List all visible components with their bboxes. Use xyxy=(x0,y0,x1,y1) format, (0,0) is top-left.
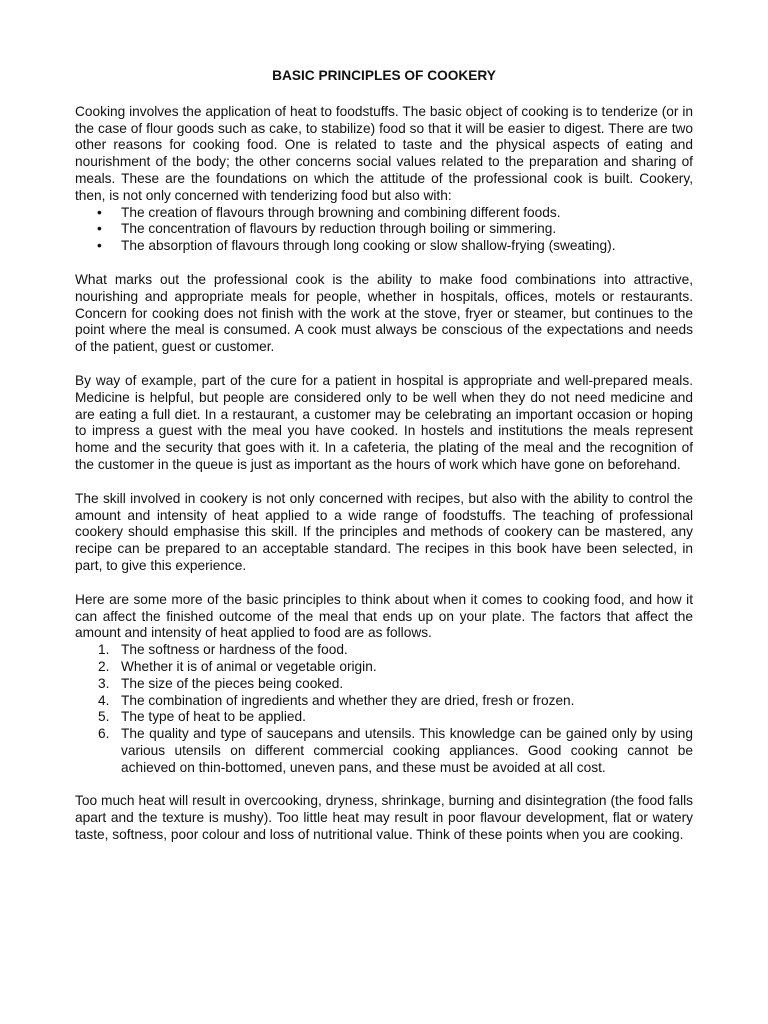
intro-paragraph: Cooking involves the application of heat to foodstuffs. The basic object of cooking is to tenderize (or in the case of flour goods such as cake, to stabilize) food so that it will be easier to digest. There are two other reasons for cooking food. One is related to taste and the physical aspects of eating and nourishment of the body; the other concerns social values related to the preparation and sharing of meals. These are the foundations on which the attitude of the professional cook is built. Cookery, then, is not only concerned with tenderizing food but also with: xyxy=(75,103,693,203)
paragraph-heat-effects: Too much heat will result in overcooking, dryness, shrinkage, burning and disintegration (the food falls apart and the texture is mushy). Too little heat may result in poor flavour development, flat or watery taste, softness, poor colour and loss of nutritional value. Think of these points when you are cooking. xyxy=(75,793,693,843)
heat-factors-list xyxy=(75,642,693,776)
list-item-text: The size of the pieces being cooked. xyxy=(121,675,344,691)
bullet-icon: • xyxy=(97,204,102,220)
paragraph-skill: The skill involved in cookery is not only concerned with recipes, but also with the ability to control the amount and intensity of heat applied to a wide range of foodstuffs. The teaching of professional cookery should emphasise this skill. If the principles and methods of cookery can be mastered, any recipe can be prepared to an acceptable standard. The recipes in this book have been selected, in part, to give this experience. xyxy=(75,490,693,573)
list-number: 2. xyxy=(98,658,110,674)
list-item xyxy=(75,642,693,659)
list-item-text: The type of heat to be applied. xyxy=(121,709,306,725)
page-title: BASIC PRINCIPLES OF COOKERY xyxy=(272,68,496,83)
list-item-text: The concentration of flavours by reduction through boiling or simmering. xyxy=(121,221,557,237)
list-item-text: The quality and type of saucepans and utensils. This knowledge can be gained only by using various utensils on different commercial cooking appliances. Good cooking cannot be achieved on thin-bottomed, uneven pans, and these must be avoided at all cost. xyxy=(121,726,693,775)
bullet-icon: • xyxy=(97,221,102,237)
list-number: 5. xyxy=(98,709,110,725)
list-item-text: The softness or hardness of the food. xyxy=(121,642,348,658)
list-item xyxy=(75,726,693,776)
list-item-text: The creation of flavours through browning and combining different foods. xyxy=(121,204,561,220)
list-item xyxy=(75,205,693,222)
list-item-text: The absorption of flavours through long cooking or slow shallow-frying (sweating). xyxy=(121,238,616,254)
paragraph-professional-cook: What marks out the professional cook is the ability to make food combinations into attractive, nourishing and appropriate meals for people, whether in hospitals, offices, motels or restaurants. Concern for cooking does not finish with the work at the stove, fryer or steamer, but continues to the point where the meal is consumed. A cook must always be conscious of the expectations and needs of the patient, guest or customer. xyxy=(75,271,693,355)
list-item xyxy=(75,676,693,693)
bullet-icon: • xyxy=(97,238,102,254)
list-number: 1. xyxy=(98,642,110,658)
list-item xyxy=(75,693,693,710)
flavour-bullet-list xyxy=(75,205,693,255)
paragraph-principles: Here are some more of the basic principles to think about when it comes to cooking food, and how it can affect the finished outcome of the meal that ends up on your plate. The factors that affect the amount and intensity of heat applied to food are as follows. xyxy=(75,591,693,641)
list-item xyxy=(75,238,693,255)
list-number: 4. xyxy=(98,692,110,708)
list-item-text: Whether it is of animal or vegetable origin. xyxy=(121,658,377,674)
document-page xyxy=(75,68,693,844)
paragraph-example: By way of example, part of the cure for a patient in hospital is appropriate and well-prepared meals. Medicine is helpful, but people are considered only to be well when they do not need medicine and are eating a full diet. In a restaurant, a customer may be celebrating an important occasion or hoping to impress a guest with the meal you have cooked. In hostels and institutions the meals represent home and the security that goes with it. In a cafeteria, the plating of the meal and the recognition of the customer in the queue is just as important as the hours of work which have gone on beforehand. xyxy=(75,372,693,472)
list-number: 6. xyxy=(98,726,110,742)
list-item-text: The combination of ingredients and whether they are dried, fresh or frozen. xyxy=(121,692,575,708)
list-number: 3. xyxy=(98,675,110,691)
list-item xyxy=(75,221,693,238)
list-item xyxy=(75,709,693,726)
list-item xyxy=(75,659,693,676)
